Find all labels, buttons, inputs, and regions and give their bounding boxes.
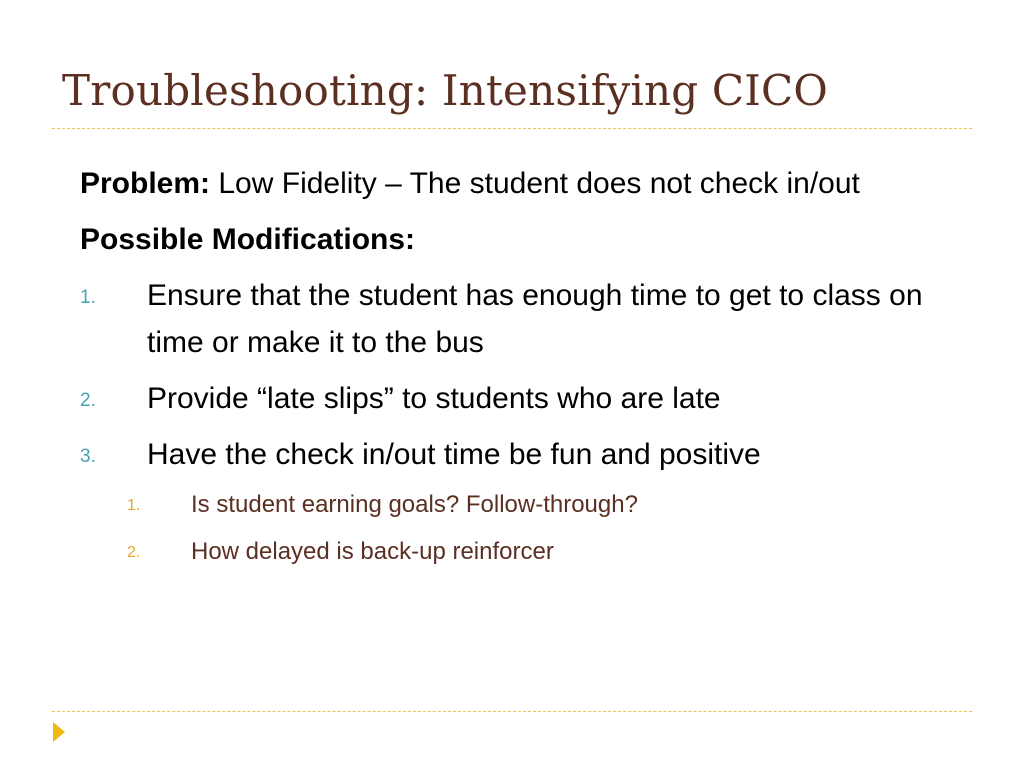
list-item bbox=[80, 431, 950, 478]
sub-list-item bbox=[80, 532, 950, 572]
list-item-text: Provide “late slips” to students who are late bbox=[147, 382, 721, 415]
title-divider bbox=[52, 128, 972, 129]
sub-list-item-number: 1. bbox=[127, 497, 141, 514]
problem-statement bbox=[80, 160, 950, 207]
list-item-text: Ensure that the student has enough time to get to class on time or make it to the bus bbox=[147, 279, 923, 359]
modifications-heading: Possible Modifications: bbox=[80, 223, 416, 256]
list-item bbox=[80, 375, 950, 422]
list-item-number: 2. bbox=[80, 390, 96, 411]
list-item bbox=[80, 272, 950, 366]
slide-body bbox=[80, 160, 950, 572]
list-item-number: 3. bbox=[80, 446, 96, 467]
list-item-number: 1. bbox=[80, 287, 96, 308]
play-triangle-icon[interactable] bbox=[53, 722, 65, 742]
problem-text: Low Fidelity – The student does not check in/out bbox=[218, 167, 860, 200]
sub-list-item-number: 2. bbox=[127, 544, 141, 561]
footer-divider bbox=[52, 711, 972, 712]
slide-title: Troubleshooting: Intensifying CICO bbox=[62, 66, 829, 115]
list-item-text: Have the check in/out time be fun and positive bbox=[147, 438, 761, 471]
sub-list-item-text: Is student earning goals? Follow-through? bbox=[191, 491, 638, 518]
problem-label: Problem: bbox=[80, 167, 211, 200]
sub-list-item-text: How delayed is back-up reinforcer bbox=[191, 538, 554, 565]
sub-list-item bbox=[80, 485, 950, 525]
